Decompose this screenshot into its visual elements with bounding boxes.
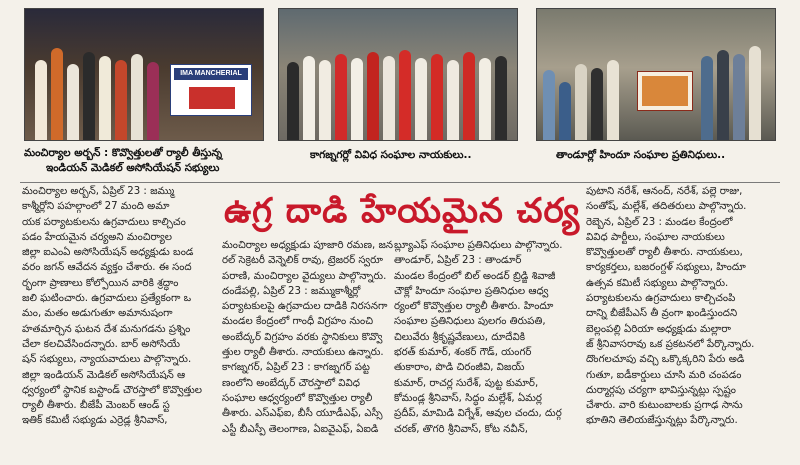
person-figure xyxy=(607,60,619,140)
text-line: చౌక్లో హిందూ సంఘాల ప్రతినిధుల ఆధ్వ xyxy=(394,285,549,297)
photo-caption xyxy=(310,148,520,163)
text-line: భూతిని తెలియజేస్తున్నట్లు పేర్కొన్నారు. xyxy=(586,415,738,427)
text-line: మండల కేంద్రంలో గాంధీ విగ్రహం నుంచి xyxy=(222,316,374,328)
text-line: బెల్లంపల్లి ఏరియా అధ్యక్షుడు మల్లారా xyxy=(586,323,731,335)
photo-ima-rally xyxy=(24,8,264,141)
person-figure xyxy=(495,56,507,140)
text-line: వరం జగన్ ఆవేదన వ్యక్తం చేశారు. ఈ సంద xyxy=(22,262,192,274)
divider xyxy=(20,182,780,183)
text-line: రల్ సెక్రెటరీ వెన్నెలిక్ రావు, ట్రెజరర్ స్వరూ xyxy=(222,255,383,267)
person-figure xyxy=(479,58,491,140)
text-line: ఉత్సవ కమిటీ సభ్యులు పాల్గొన్నారు. xyxy=(586,277,729,289)
person-figure xyxy=(367,52,379,140)
text-line: తుకారాం, పొడి చిరంజీవి, విజయ్ xyxy=(394,362,525,374)
text-line: సంఘాల ప్రతినిధులు పులగం తిరుపతి, xyxy=(394,316,546,328)
person-figure xyxy=(463,52,475,140)
text-line: జిల్లా ఇండియన్ మెడికల్ అసోసియేషన్ ఆ xyxy=(22,369,186,381)
ima-banner-title: IMA MANCHERIAL xyxy=(174,68,248,80)
article-column-1 xyxy=(22,184,214,429)
text-line: భరత్ కుమార్, శంకర్ గౌడ్, యంగర్ xyxy=(394,347,532,359)
person-figure xyxy=(319,60,331,140)
text-line: పడం హేయమైన చర్యఅని మంచిర్యాల xyxy=(22,231,172,243)
text-line: ర్యాలీ తీశారు. బీజేపీ మెంబర్ ఆండ్ స్ట xyxy=(22,400,170,412)
person-figure xyxy=(351,58,363,140)
text-line: దుర్మార్గపు చర్యగా భావిస్తున్నట్లు స్పష్టం xyxy=(586,384,736,396)
person-figure xyxy=(131,54,143,140)
text-line: జలి ఘటించారు. ఉగ్రవాదులు ప్రత్యేకంగా ఒ xyxy=(22,293,192,305)
caption-line: తాండూర్లో హిందూ సంఘాల ప్రతినిధులు.. xyxy=(556,149,726,161)
photo-caption xyxy=(24,146,274,176)
caption-line: మంచిర్యాల అర్బన్ : కొవ్వొత్తులతో ర్యాలీ తీస్తున్న xyxy=(24,147,222,159)
text-line: కార్యకర్తలు, బజరంగ్దళ్ సభ్యులు, హిందూ xyxy=(586,262,746,274)
person-figure xyxy=(559,82,571,140)
text-line: వివిధ పార్టీలు, సంఘాల నాయకులు xyxy=(586,231,725,243)
text-line: చేశారు. వారి కుటుంబాలకు ప్రగాఢ సాను xyxy=(586,400,743,412)
text-line: జిల్లా ఐఎంఏ అసోసియేషన్ అధ్యక్షుడు బండ xyxy=(22,247,194,259)
person-figure xyxy=(701,56,713,140)
text-line: కొవ్వొత్తులతో ర్యాలీ తీశారు. నాయకులు, xyxy=(586,247,743,259)
person-figure xyxy=(67,64,79,140)
person-figure xyxy=(733,54,745,140)
article-column-2 xyxy=(222,238,394,437)
person-figure xyxy=(115,60,127,140)
text-line: అంబేద్కర్ విగ్రహం వరకు స్థానికులు కొవ్వొ xyxy=(222,331,383,343)
text-line: సంతోష్, మల్లేశ్, తదితరులు పాల్గొన్నారు. xyxy=(586,201,747,213)
text-line: షన్ సభ్యులు, న్యాయవాదులు పాల్గొన్నారు. xyxy=(22,354,192,366)
text-line: ర్యంలో కొవ్వొత్తుల ర్యాలీ తీశారు. హిందూ xyxy=(394,301,554,313)
text-line: సంఘాల ఆధ్వర్యంలో కొవ్వొత్తుల ర్యాలీ xyxy=(222,392,373,404)
caption-line: ఇండియన్ మెడికల్ అసోసియేషన్ సభ్యులు xyxy=(46,162,220,174)
text-line: పరాణి, మంచిర్యాల వైద్యులు పాల్గొన్నారు. xyxy=(222,270,387,282)
text-line: చేలా కలచివేసిందన్నారు. బార్ అసోసియే xyxy=(22,338,180,350)
text-line: త్తుల ర్యాలీ తీశారు. నాయకులు ఉన్నారు. xyxy=(222,347,384,359)
poster-banner xyxy=(637,71,693,111)
article-column-4 xyxy=(586,184,782,429)
person-figure xyxy=(415,58,427,140)
text-line: కోమండ్ల శ్రీనివాస్, సిద్ధం మల్లేశ్, ఏమర్ల xyxy=(394,392,542,404)
person-figure xyxy=(335,54,347,140)
text-line: కాశ్మీర్లోని పహల్గాంలో 27 మంది అమా xyxy=(22,201,170,213)
text-line: ణంలోని అంబేద్కర్ చౌరస్తాలో వివిధ xyxy=(222,377,360,389)
text-line: చిలువేరు శ్రీకృష్ణవేణులు, దూదేవికి xyxy=(394,331,526,343)
person-figure xyxy=(749,46,761,140)
person-figure xyxy=(591,68,603,140)
text-line: దాన్ని బీజేపీఎస్ తీ వ్రంగా ఖండిస్తుందని xyxy=(586,308,738,320)
photo-kagaznagar-leaders xyxy=(278,8,518,141)
person-figure xyxy=(575,64,587,140)
text-line: ర్భంగా ప్రాణాలు కోల్పోయిన వారికి శ్రద్ధాం xyxy=(22,277,179,289)
text-line: మంచిర్యాల అధ్యక్షుడు పూజారి రమణ, జన xyxy=(222,240,394,251)
text-line: మండల కేంద్రంలో బిల్ అండర్ బ్రిడ్జి శివాజీ xyxy=(394,270,556,282)
text-line: హతమార్చిన ఘటన దేశ మనుగడను ప్రశ్నిం xyxy=(22,323,191,335)
text-line: ఇతిక్ కమిటీ సభ్యుడు ఎర్రెడ్ల శ్రీనివాస్, xyxy=(22,415,168,427)
text-line: తాండూర్, ఏప్రిల్ 23 : తాండూర్ xyxy=(394,255,522,267)
person-figure xyxy=(399,50,411,140)
text-line: గుతూ, ఐడీకార్డులు చూసి మరి చంపడం xyxy=(586,369,742,381)
person-figure xyxy=(147,62,159,140)
person-figure xyxy=(431,54,443,140)
person-figure xyxy=(35,60,47,140)
person-figure xyxy=(717,50,729,140)
text-line: చరణ్, తొగరి శ్రీనివాస్, కోట నవీన్, xyxy=(394,423,529,435)
person-figure xyxy=(287,62,299,140)
person-figure xyxy=(51,48,63,140)
person-figure xyxy=(383,56,395,140)
text-line: జ్ శ్రీనివాసరావు ఒక ప్రకటనలో పేర్కొన్నారు. xyxy=(586,338,755,350)
caption-line: కాగజ్నగర్లో వివిధ సంఘాల నాయకులు.. xyxy=(310,149,472,161)
person-figure xyxy=(99,56,111,140)
photo-tandur-group xyxy=(536,8,776,141)
text-line: యక పర్యాటకులను ఉగ్రవాదులు కాల్చిచం xyxy=(22,216,186,228)
text-line: మంచిర్యాల అర్బన్, ఏప్రిల్ 23 : జమ్ము xyxy=(22,186,175,197)
ima-banner xyxy=(170,64,252,116)
ima-banner-graphic xyxy=(189,87,235,109)
text-line: పర్యాటకులను ఉగ్రవాదులు కాల్చిచంపి xyxy=(586,293,736,305)
text-line: తీశారు. ఎస్ఎఫ్ఐ, బీసీ యూడీఎఫ్, ఎస్సీ xyxy=(222,408,383,420)
text-line: ధ్వర్యంలో స్థానిక బస్టాండ్ చౌరస్తాలో కొవ్వొత్తుల xyxy=(22,384,203,396)
text-line: దొంగలచూపు వచ్చి ఒక్కొక్కరిని పేరు అడి xyxy=(586,354,745,366)
text-line: పుటాని నరేశ్, ఆనంద్, నరేశ్, పల్లె రాజు, xyxy=(586,186,743,197)
text-line: ప్రదీప్, మామిడి విగ్నేశ్, ఆవుల చందు, దుర్గ xyxy=(394,408,562,420)
person-figure xyxy=(83,52,95,140)
text-line: పర్యాటకులపై ఉగ్రవాదుల దాడికి నిరసనగా xyxy=(222,301,388,313)
text-line: దండేపల్లి, ఏప్రిల్ 23 : జమ్ముకాశ్మీర్లో xyxy=(222,285,361,297)
poster-graphic xyxy=(642,76,688,106)
text-line: మం, మతం అడుగుతూ అమానుషంగా xyxy=(22,308,173,320)
person-figure xyxy=(543,70,555,140)
photo-caption xyxy=(556,148,776,163)
text-line: ఎస్టీ బీఎస్పీ తెలంగాణ, ఏఐవైఎఫ్, ఏఐడి xyxy=(222,423,379,435)
headline: ఉగ్ర దాడి హేయమైన చర్య xyxy=(224,191,581,231)
article-column-3 xyxy=(394,238,574,437)
person-figure xyxy=(447,60,459,140)
text-line: కాగజ్నగర్, ఏప్రిల్ 23 : కాగజ్నగర్ పట్ట xyxy=(222,362,370,374)
person-figure xyxy=(303,56,315,140)
text-line: కుమార్, రాచర్ల సురేశ్, పుట్ట కుమార్, xyxy=(394,377,539,389)
text-line: బ్ల్యూఎఫ్ సంఘాల ప్రతినిధులు పాల్గొన్నారు. xyxy=(394,240,563,251)
text-line: రెబ్బెన, ఏప్రిల్ 23 : మండల కేంద్రంలో xyxy=(586,216,733,228)
